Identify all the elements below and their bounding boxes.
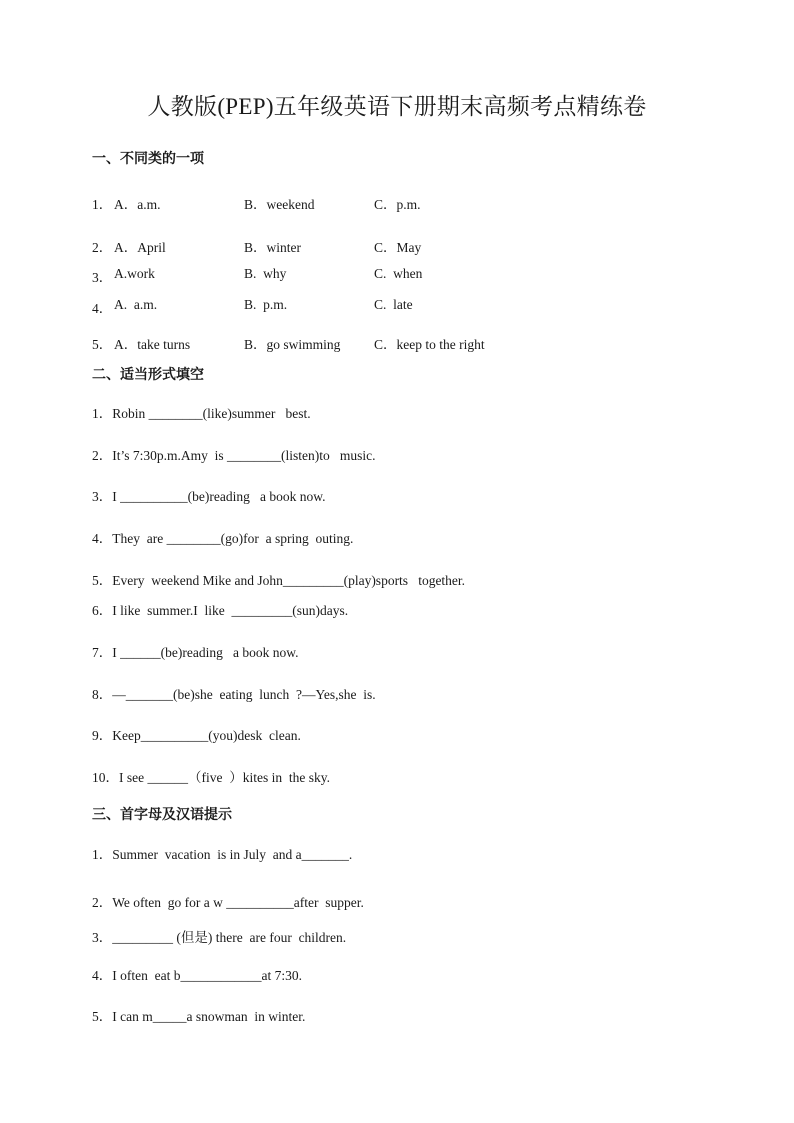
hint-question: 3．_________ (但是) there are four children. — [92, 930, 347, 945]
option-b: B．winter — [244, 240, 301, 255]
option-a: A．take turns — [114, 337, 191, 352]
question-number: 2． — [92, 240, 113, 255]
fill-blank-question: 6．I like summer.I like _________(sun)days. — [92, 603, 349, 618]
question-number: 4． — [92, 301, 113, 316]
fill-blank-question: 3．I __________(be)reading a book now. — [92, 489, 326, 504]
option-a: A. a.m. — [114, 297, 158, 312]
option-a: A.work — [114, 266, 155, 281]
fill-blank-question: 8．—_______(be)she eating lunch ?—Yes,she is. — [92, 687, 376, 702]
fill-blank-question: 7．I ______(be)reading a book now. — [92, 645, 299, 660]
section-heading-odd-one-out: 一、不同类的一项 — [92, 151, 204, 167]
fill-blank-question: 2．It’s 7:30p.m.Amy is ________(listen)to music. — [92, 448, 376, 463]
mcq-question — [92, 333, 592, 351]
page-title: 人教版(PEP)五年级英语下册期末高频考点精练卷 — [147, 94, 647, 119]
section-heading-initial-letter-hints: 三、首字母及汉语提示 — [92, 807, 232, 823]
mcq-question — [92, 193, 592, 211]
option-c: C. late — [374, 297, 413, 312]
option-c: C．keep to the right — [374, 337, 485, 352]
question-number: 5． — [92, 337, 113, 352]
option-b: B. p.m. — [244, 297, 288, 312]
hint-question: 1．Summer vacation is in July and a_______. — [92, 847, 353, 862]
hint-question: 2．We often go for a w __________after supper. — [92, 895, 364, 910]
section-heading-fill-in-form: 二、适当形式填空 — [92, 367, 204, 383]
mcq-question — [92, 297, 592, 315]
fill-blank-question: 5．Every weekend Mike and John_________(play)sports together. — [92, 573, 466, 588]
option-b: B. why — [244, 266, 287, 281]
hint-question: 4．I often eat b____________at 7:30. — [92, 968, 302, 983]
question-number: 3． — [92, 270, 113, 285]
option-c: C．p.m. — [374, 197, 421, 212]
mcq-question — [92, 266, 592, 284]
option-c: C. when — [374, 266, 423, 281]
question-number: 1． — [92, 197, 113, 212]
fill-blank-question: 1．Robin ________(like)summer best. — [92, 406, 311, 421]
fill-blank-question: 9．Keep__________(you)desk clean. — [92, 728, 301, 743]
option-c: C．May — [374, 240, 422, 255]
fill-blank-question: 10．I see ______（five ）kites in the sky. — [92, 770, 330, 785]
option-a: A．a.m. — [114, 197, 161, 212]
option-b: B．weekend — [244, 197, 315, 212]
option-a: A．April — [114, 240, 166, 255]
option-b: B．go swimming — [244, 337, 341, 352]
fill-blank-question: 4．They are ________(go)for a spring outing. — [92, 531, 354, 546]
mcq-question — [92, 236, 592, 254]
hint-question: 5．I can m_____a snowman in winter. — [92, 1009, 306, 1024]
